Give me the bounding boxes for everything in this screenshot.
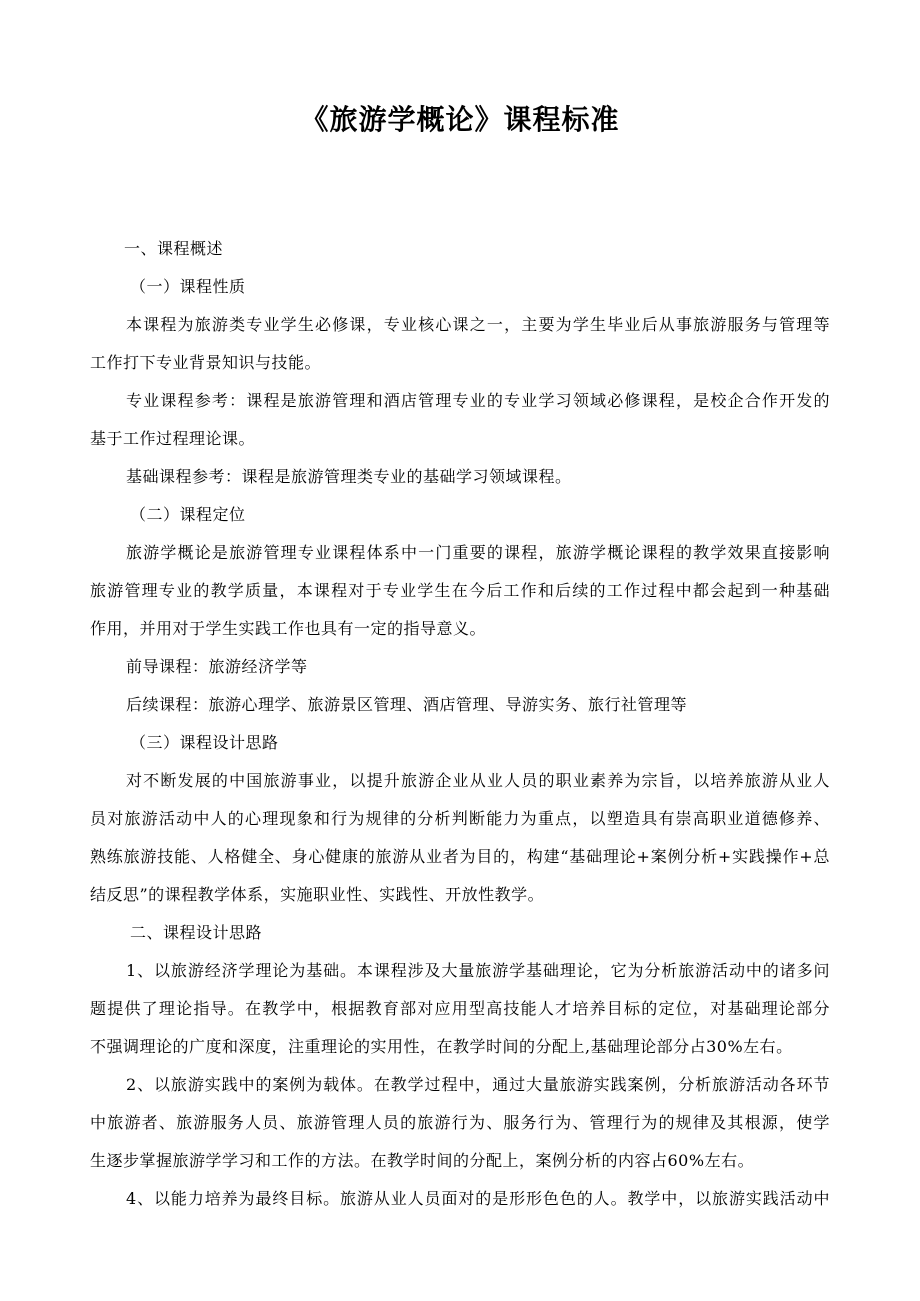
subsection-heading-positioning: （二）课程定位: [130, 505, 246, 524]
subsection-heading-design: （三）课程设计思路: [130, 733, 279, 752]
subsection-heading-nature: （一）课程性质: [130, 277, 246, 296]
paragraph-line: 旅游管理专业的教学质量，本课程对于专业学生在今后工作和后续的工作过程中都会起到一种基础: [90, 581, 830, 600]
paragraph-line: 熟练旅游技能、人格健全、身心健康的旅游从业者为目的，构建“基础理论+案例分析+实践操作+总: [90, 847, 830, 866]
section-heading-design-approach: 二、课程设计思路: [130, 923, 263, 942]
section-heading-overview: 一、课程概述: [124, 239, 224, 258]
document-title: 《旅游学概论》课程标准: [300, 103, 620, 136]
paragraph-line: 前导课程：旅游经济学等: [126, 657, 308, 676]
paragraph-line: 专业课程参考：课程是旅游管理和酒店管理专业的专业学习领域必修课程，是校企合作开发的: [126, 391, 830, 410]
paragraph-line: 1、以旅游经济学理论为基础。本课程涉及大量旅游学基础理论，它为分析旅游活动中的诸多问: [126, 961, 830, 980]
paragraph-line: 基础课程参考：课程是旅游管理类专业的基础学习领域课程。: [126, 467, 572, 486]
paragraph-line: 生逐步掌握旅游学学习和工作的方法。在教学时间的分配上，案例分析的内容占60%左右。: [90, 1151, 755, 1170]
paragraph-line: 员对旅游活动中人的心理现象和行为规律的分析判断能力为重点，以塑造具有崇高职业道德修养、: [90, 809, 830, 828]
paragraph-line: 基于工作过程理论课。: [90, 429, 256, 448]
paragraph-line: 本课程为旅游类专业学生必修课，专业核心课之一，主要为学生毕业后从事旅游服务与管理等: [126, 315, 830, 334]
paragraph-line: 对不断发展的中国旅游事业，以提升旅游企业从业人员的职业素养为宗旨，以培养旅游从业人: [126, 771, 830, 790]
paragraph-line: 后续课程：旅游心理学、旅游景区管理、酒店管理、导游实务、旅行社管理等: [126, 695, 688, 714]
paragraph-line: 工作打下专业背景知识与技能。: [90, 353, 322, 372]
paragraph-line: 作用，并用对于学生实践工作也具有一定的指导意义。: [90, 619, 487, 638]
paragraph-line: 4、以能力培养为最终目标。旅游从业人员面对的是形形色色的人。教学中，以旅游实践活动中: [126, 1189, 830, 1208]
paragraph-line: 旅游学概论是旅游管理专业课程体系中一门重要的课程，旅游学概论课程的教学效果直接影响: [126, 543, 830, 562]
paragraph-line: 结反思”的课程教学体系，实施职业性、实践性、开放性教学。: [90, 885, 545, 904]
paragraph-line: 2、以旅游实践中的案例为载体。在教学过程中，通过大量旅游实践案例，分析旅游活动各环节: [126, 1075, 830, 1094]
document-body: [90, 230, 830, 1218]
paragraph-line: 题提供了理论指导。在教学中，根据教育部对应用型高技能人才培养目标的定位，对基础理论部分: [90, 999, 830, 1018]
paragraph-line: 不强调理论的广度和深度，注重理论的实用性，在教学时间的分配上,基础理论部分占30%左右。: [90, 1037, 793, 1056]
paragraph-line: 中旅游者、旅游服务人员、旅游管理人员的旅游行为、服务行为、管理行为的规律及其根源，使学: [90, 1113, 830, 1132]
